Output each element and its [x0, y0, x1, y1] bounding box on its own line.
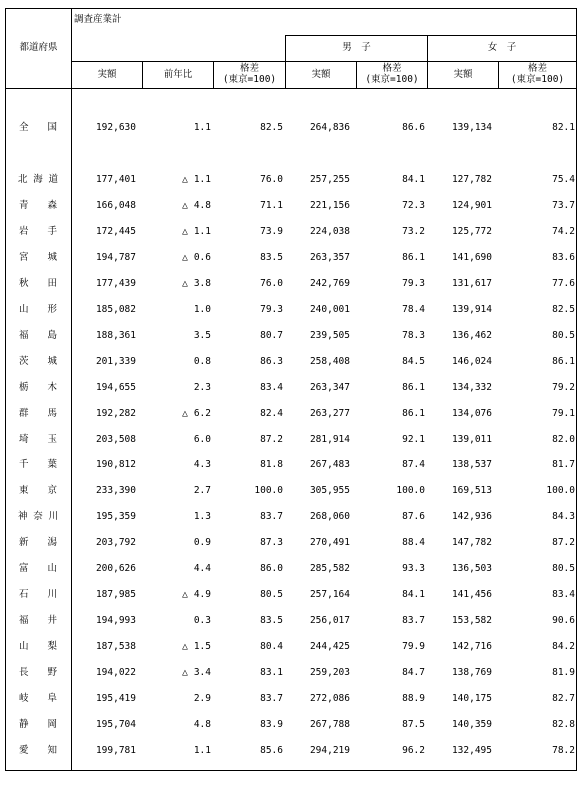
total-amount: 187,538	[95, 641, 136, 653]
header-total-gap	[214, 63, 285, 85]
yoy-change	[143, 252, 211, 264]
total-amount: 200,626	[95, 563, 136, 575]
male-amount: 270,491	[309, 537, 350, 549]
male-amount: 264,836	[309, 122, 350, 133]
yoy-value: 4.8	[193, 199, 211, 211]
total-gap: 80.5	[260, 589, 283, 601]
female-amount: 139,914	[451, 303, 492, 315]
male-gap: 86.6	[402, 122, 425, 133]
total-amount: 177,401	[95, 174, 136, 185]
yoy-change	[143, 693, 211, 705]
total-gap: 83.7	[260, 511, 283, 523]
yoy-change	[143, 226, 211, 238]
female-amount: 142,936	[451, 511, 492, 523]
yoy-change	[143, 434, 211, 446]
yoy-value: 0.8	[193, 355, 211, 367]
decrease-triangle-marker: △	[182, 251, 188, 263]
male-gap: 88.4	[402, 537, 425, 549]
total-gap: 76.0	[260, 174, 283, 185]
male-amount: 268,060	[309, 511, 350, 523]
total-gap: 71.1	[260, 199, 283, 211]
yoy-value: 6.0	[193, 433, 211, 445]
male-amount: 305,955	[309, 485, 350, 497]
yoy-change	[143, 537, 211, 549]
male-gap: 84.1	[402, 589, 425, 601]
header-prefecture: 都道府県	[19, 42, 58, 53]
prefecture-name: 石 川	[18, 589, 57, 601]
gap-label: 格差	[527, 63, 547, 74]
female-gap: 83.6	[552, 251, 575, 263]
male-amount: 257,255	[309, 174, 350, 185]
header-male-amount: 実額	[311, 69, 331, 80]
prefecture-name: 群 馬	[18, 407, 57, 419]
total-amount: 187,985	[95, 589, 136, 601]
female-gap: 74.2	[552, 225, 575, 237]
yoy-change	[143, 382, 211, 394]
decrease-triangle-marker: △	[182, 225, 188, 237]
total-amount: 194,993	[95, 615, 136, 627]
male-amount: 240,001	[309, 303, 350, 315]
total-amount: 195,359	[95, 511, 136, 523]
prefecture-name: 神 奈 川	[18, 511, 58, 523]
yoy-change	[143, 511, 211, 523]
decrease-triangle-marker: △	[182, 199, 188, 211]
female-gap: 82.8	[552, 718, 575, 730]
female-amount: 139,011	[451, 433, 492, 445]
header-female-gap	[499, 63, 576, 85]
female-gap: 82.0	[552, 433, 575, 445]
female-gap: 80.5	[552, 563, 575, 575]
total-gap: 83.9	[260, 718, 283, 730]
yoy-value: 1.1	[193, 744, 211, 756]
female-gap: 75.4	[552, 174, 575, 185]
male-gap: 84.1	[402, 174, 425, 185]
yoy-change	[143, 745, 211, 757]
male-amount: 294,219	[309, 744, 350, 756]
yoy-value: 3.4	[193, 667, 211, 679]
prefecture-name: 山 形	[18, 303, 57, 315]
female-amount: 153,582	[451, 615, 492, 627]
total-amount: 188,361	[95, 329, 136, 341]
male-gap: 88.9	[402, 693, 425, 704]
table-left-border	[5, 8, 6, 771]
male-gap: 72.3	[402, 199, 425, 211]
female-amount: 125,772	[451, 225, 492, 237]
total-gap: 82.5	[260, 122, 283, 133]
female-gap: 81.7	[552, 459, 575, 471]
female-amount: 127,782	[451, 174, 492, 185]
male-gap: 86.1	[402, 407, 425, 419]
male-gap: 73.2	[402, 225, 425, 237]
female-gap: 79.1	[552, 407, 575, 419]
female-gap: 100.0	[546, 485, 575, 497]
yoy-value: 1.1	[193, 122, 211, 133]
yoy-value: 2.7	[193, 485, 211, 497]
prefecture-name: 愛 知	[18, 744, 57, 756]
female-amount: 132,495	[451, 744, 492, 756]
yoy-change	[143, 641, 211, 653]
total-amount: 233,390	[95, 485, 136, 497]
total-gap: 82.4	[260, 407, 283, 419]
female-gap: 77.6	[552, 277, 575, 289]
yoy-value: 3.8	[193, 277, 211, 289]
table-right-border	[576, 8, 577, 771]
female-amount: 134,076	[451, 407, 492, 419]
male-amount: 263,357	[309, 251, 350, 263]
prefecture-name: 山 梨	[18, 641, 57, 653]
yoy-change	[143, 278, 211, 290]
yoy-value: 1.5	[193, 641, 211, 653]
yoy-value: 4.4	[193, 563, 211, 575]
female-amount: 134,332	[451, 381, 492, 393]
female-gap: 82.5	[552, 303, 575, 315]
total-gap: 83.7	[260, 693, 283, 704]
total-amount: 194,655	[95, 381, 136, 393]
gap-sub-label: (東京=100)	[222, 74, 277, 85]
gender-header-line	[285, 35, 577, 36]
total-gap: 83.5	[260, 615, 283, 627]
total-amount: 203,792	[95, 537, 136, 549]
table-top-border	[5, 8, 577, 9]
female-amount: 140,175	[451, 693, 492, 704]
male-amount: 257,164	[309, 589, 350, 601]
total-amount: 203,508	[95, 433, 136, 445]
female-amount: 141,456	[451, 589, 492, 601]
decrease-triangle-marker: △	[182, 407, 188, 419]
male-gap: 83.7	[402, 615, 425, 627]
male-amount: 281,914	[309, 433, 350, 445]
yoy-change	[143, 304, 211, 316]
total-amount: 185,082	[95, 303, 136, 315]
female-gap: 86.1	[552, 355, 575, 367]
yoy-value: 1.3	[193, 511, 211, 523]
total-gap: 76.0	[260, 277, 283, 289]
total-gap: 87.2	[260, 433, 283, 445]
yoy-value: 3.5	[193, 329, 211, 341]
header-male-gap	[357, 63, 427, 85]
prefecture-name: 静 岡	[18, 718, 57, 730]
header-female-amount: 実額	[453, 69, 473, 80]
total-gap: 86.3	[260, 355, 283, 367]
female-amount: 139,134	[451, 122, 492, 133]
yoy-change	[143, 122, 211, 134]
yoy-value: 1.1	[193, 225, 211, 237]
female-amount: 131,617	[451, 277, 492, 289]
prefecture-name: 岩 手	[18, 225, 57, 237]
yoy-value: 4.3	[193, 459, 211, 471]
female-gap: 83.4	[552, 589, 575, 601]
subheader-line	[71, 61, 577, 62]
total-gap: 86.0	[260, 563, 283, 575]
decrease-triangle-marker: △	[182, 277, 188, 289]
prefecture-name: 北 海 道	[18, 174, 58, 185]
female-gap: 82.7	[552, 693, 575, 704]
total-gap: 81.8	[260, 459, 283, 471]
yoy-value: 1.1	[193, 174, 211, 185]
female-gap: 82.1	[552, 122, 575, 133]
male-gap: 84.5	[402, 355, 425, 367]
prefecture-name: 全 国	[18, 122, 57, 133]
yoy-value: 2.3	[193, 381, 211, 393]
yoy-value: 0.9	[193, 537, 211, 549]
male-gap: 87.6	[402, 511, 425, 523]
header-industry-total: 調査産業計	[74, 14, 122, 25]
yoy-change	[143, 615, 211, 627]
total-gap: 85.6	[260, 744, 283, 756]
female-gap: 84.3	[552, 511, 575, 523]
male-amount: 285,582	[309, 563, 350, 575]
male-amount: 239,505	[309, 329, 350, 341]
yoy-change	[143, 589, 211, 601]
total-amount: 199,781	[95, 744, 136, 756]
female-amount: 169,513	[451, 485, 492, 497]
decrease-triangle-marker: △	[182, 174, 188, 185]
yoy-change	[143, 563, 211, 575]
male-amount: 256,017	[309, 615, 350, 627]
total-amount: 172,445	[95, 225, 136, 237]
total-amount: 195,419	[95, 693, 136, 704]
female-gap: 80.5	[552, 329, 575, 341]
female-amount: 138,537	[451, 459, 492, 471]
total-amount: 201,339	[95, 355, 136, 367]
total-gap: 83.5	[260, 251, 283, 263]
total-amount: 194,787	[95, 251, 136, 263]
yoy-change	[143, 667, 211, 679]
female-gap: 73.7	[552, 199, 575, 211]
prefecture-name: 秋 田	[18, 277, 57, 289]
prefecture-name: 長 野	[18, 667, 57, 679]
female-gap: 81.9	[552, 667, 575, 679]
female-amount: 136,462	[451, 329, 492, 341]
male-gap: 87.5	[402, 718, 425, 730]
total-amount: 190,812	[95, 459, 136, 471]
prefecture-name: 岐 阜	[18, 693, 57, 704]
male-amount: 244,425	[309, 641, 350, 653]
male-gap: 84.7	[402, 667, 425, 679]
female-amount: 124,901	[451, 199, 492, 211]
yoy-change	[143, 485, 211, 497]
prefecture-name: 埼 玉	[18, 433, 57, 445]
gap-label: 格差	[239, 63, 259, 74]
yoy-value: 4.8	[193, 718, 211, 730]
prefecture-name: 栃 木	[18, 381, 57, 393]
total-gap: 83.4	[260, 381, 283, 393]
yoy-change	[143, 200, 211, 212]
prefecture-name: 東 京	[18, 485, 57, 497]
prefecture-name: 千 葉	[18, 459, 57, 471]
total-amount: 194,022	[95, 667, 136, 679]
header-bottom-border	[5, 88, 577, 89]
decrease-triangle-marker: △	[182, 589, 188, 601]
gap-sub-label: (東京=100)	[365, 74, 419, 85]
female-amount: 146,024	[451, 355, 492, 367]
male-gap: 96.2	[402, 744, 425, 756]
male-amount: 224,038	[309, 225, 350, 237]
male-gap: 93.3	[402, 563, 425, 575]
header-male: 男 子	[342, 42, 371, 53]
total-gap: 79.3	[260, 303, 283, 315]
female-amount: 136,503	[451, 563, 492, 575]
male-amount: 272,086	[309, 693, 350, 704]
gap-sub-label: (東京=100)	[510, 74, 565, 85]
female-gap: 90.6	[552, 615, 575, 627]
yoy-value: 0.6	[193, 251, 211, 263]
total-gap: 73.9	[260, 225, 283, 237]
male-gap: 86.1	[402, 381, 425, 393]
yoy-value: 1.0	[193, 303, 211, 315]
prefecture-name: 茨 城	[18, 355, 57, 367]
female-gap: 84.2	[552, 641, 575, 653]
yoy-change	[143, 719, 211, 731]
yoy-change	[143, 408, 211, 420]
male-amount: 267,788	[309, 718, 350, 730]
header-total-amount: 実額	[97, 69, 117, 80]
header-female: 女 子	[487, 42, 517, 53]
prefecture-name: 新 潟	[18, 537, 57, 549]
total-amount: 195,704	[95, 718, 136, 730]
yoy-value: 6.2	[193, 407, 211, 419]
gap-label: 格差	[382, 63, 402, 74]
yoy-change	[143, 356, 211, 368]
total-gap: 80.4	[260, 641, 283, 653]
yoy-change	[143, 459, 211, 471]
male-amount: 263,347	[309, 381, 350, 393]
female-amount: 142,716	[451, 641, 492, 653]
male-amount: 259,203	[309, 667, 350, 679]
female-gap: 87.2	[552, 537, 575, 549]
header-yoy: 前年比	[163, 69, 193, 80]
decrease-triangle-marker: △	[182, 641, 188, 653]
female-amount: 140,359	[451, 718, 492, 730]
prefecture-name: 宮 城	[18, 251, 57, 263]
yoy-value: 0.3	[193, 615, 211, 627]
yoy-change	[143, 330, 211, 342]
total-gap: 100.0	[254, 485, 283, 497]
male-amount: 242,769	[309, 277, 350, 289]
prefecture-name: 富 山	[18, 563, 57, 575]
male-gap: 79.9	[402, 641, 425, 653]
decrease-triangle-marker: △	[182, 667, 188, 679]
female-gap: 79.2	[552, 381, 575, 393]
total-amount: 166,048	[95, 199, 136, 211]
male-gap: 92.1	[402, 433, 425, 445]
female-amount: 138,769	[451, 667, 492, 679]
male-gap: 79.3	[402, 277, 425, 289]
prefecture-name: 福 島	[18, 329, 57, 341]
yoy-value: 4.9	[193, 589, 211, 601]
male-amount: 258,408	[309, 355, 350, 367]
yoy-change	[143, 174, 211, 186]
male-gap: 100.0	[396, 485, 425, 497]
male-gap: 86.1	[402, 251, 425, 263]
total-amount: 192,282	[95, 407, 136, 419]
female-amount: 141,690	[451, 251, 492, 263]
male-gap: 87.4	[402, 459, 425, 471]
total-gap: 87.3	[260, 537, 283, 549]
male-amount: 221,156	[309, 199, 350, 211]
female-gap: 78.2	[552, 744, 575, 756]
total-gap: 83.1	[260, 667, 283, 679]
total-amount: 177,439	[95, 277, 136, 289]
male-gap: 78.3	[402, 329, 425, 341]
male-gap: 78.4	[402, 303, 425, 315]
prefecture-name: 青 森	[18, 199, 57, 211]
female-amount: 147,782	[451, 537, 492, 549]
male-amount: 263,277	[309, 407, 350, 419]
yoy-value: 2.9	[193, 693, 211, 704]
prefecture-name: 福 井	[18, 615, 57, 627]
male-amount: 267,483	[309, 459, 350, 471]
total-amount: 192,630	[95, 122, 136, 133]
table-bottom-border	[5, 770, 577, 771]
total-gap: 80.7	[260, 329, 283, 341]
